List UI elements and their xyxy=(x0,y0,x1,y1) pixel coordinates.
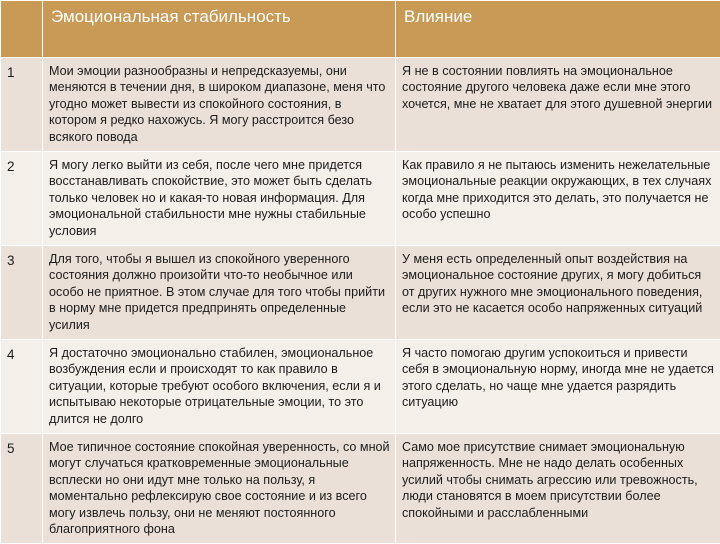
table-row xyxy=(1,152,720,246)
influence-cell: Я не в состоянии повлиять на эмоциональное состояние другого человека даже если мне этого хочется, мне не хватает для этого душевной энергии xyxy=(396,58,720,152)
influence-cell: Как правило я не пытаюсь изменить нежелательные эмоциональные реакции окружающих, в тех случаях когда мне приходится это делать, это получается не особо успешно xyxy=(396,152,720,246)
table-row xyxy=(1,246,720,340)
row-number: 2 xyxy=(1,152,43,246)
header-influence: Влияние xyxy=(396,1,720,58)
row-number: 1 xyxy=(1,58,43,152)
table-row xyxy=(1,58,720,152)
row-number: 4 xyxy=(1,340,43,434)
table-row xyxy=(1,434,720,544)
stability-cell: Я могу легко выйти из себя, после чего мне придется восстанавливать спокойствие, это может быть сделать только человек но и какая-то новая информация. Для эмоциональной стабильности мне нужны стабильные условия xyxy=(43,152,396,246)
stability-cell: Для того, чтобы я вышел из спокойного уверенного состояния должно произойти что-то необычное или особо не приятное. В этом случае для того чтобы прийти в норму мне придется предпринять определенные усилия xyxy=(43,246,396,340)
row-number: 5 xyxy=(1,434,43,544)
row-number: 3 xyxy=(1,246,43,340)
influence-cell: Само мое присутствие снимает эмоциональную напряженность. Мне не надо делать особенных усилий чтобы снимать агрессию или тревожность, люди становятся в моем присутствии более спокойными и расслабленными xyxy=(396,434,720,544)
header-stability: Эмоциональная стабильность xyxy=(43,1,396,58)
table-row xyxy=(1,340,720,434)
influence-cell: Я часто помогаю другим успокоиться и привести себя в эмоциональную норму, иногда мне не удается этого сделать, но чаще мне удается разрядить ситуацию xyxy=(396,340,720,434)
influence-cell: У меня есть определенный опыт воздействия на эмоциональное состояние других, я могу добиться от других нужного мне эмоционального поведения, если это не касается особо напряженных ситуаций xyxy=(396,246,720,340)
stability-cell: Мои эмоции разнообразны и непредсказуемы, они меняются в течении дня, в широком диапазоне, меня что угодно может вывести из спокойного состояния, в котором я редко нахожусь. Я могу расстроится безо всякого повода xyxy=(43,58,396,152)
stability-cell: Я достаточно эмоционально стабилен, эмоциональное возбуждения если и происходят то как правило в ситуации, которые требуют особого включения, если я и испытываю некоторые отрицательные эмоции, то это длится не долго xyxy=(43,340,396,434)
stability-cell: Мое типичное состояние спокойная уверенность, со мной могут случаться кратковременные эмоциональные всплески но они идут мне только на пользу, я моментально рефлексирую свое состояние и из всего могу извлечь пользу, они не меняют постоянного благоприятного фона xyxy=(43,434,396,544)
header-number xyxy=(1,1,43,58)
header-row xyxy=(1,1,720,58)
